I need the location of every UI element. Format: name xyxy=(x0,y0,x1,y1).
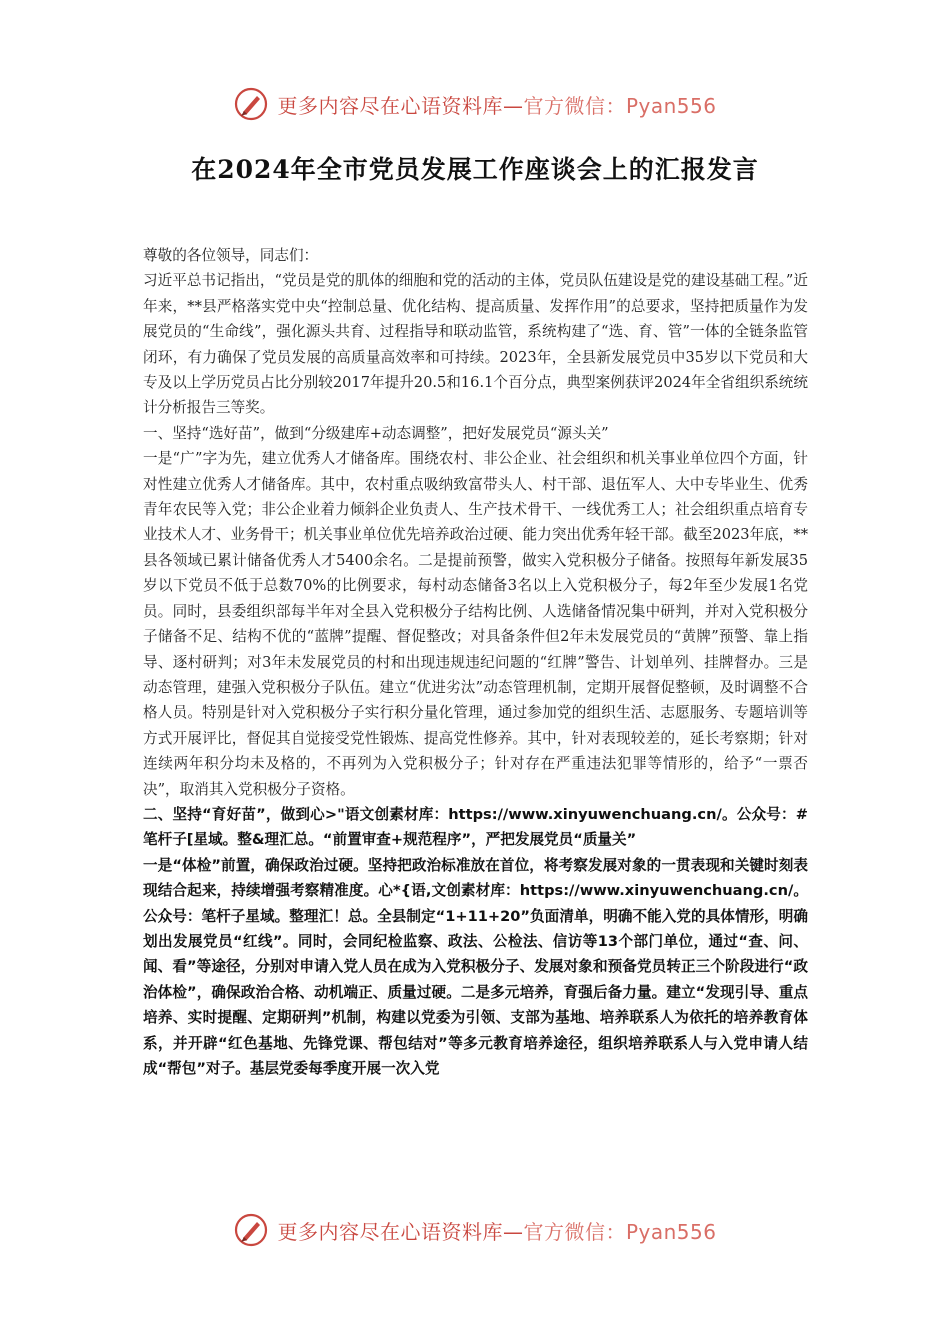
footer-banner-text: 更多内容尽在心语资料库 xyxy=(277,1219,503,1244)
footer-watermark-banner xyxy=(0,1208,950,1252)
pen-logo-icon xyxy=(233,86,269,122)
section-heading-2: 二、坚持“育好苗”，做到心>"语文创素材库：https://www.xinyuwenchuang.cn/。公众号：#笔杆子[星域。整&理汇总。“前置审查+规范程序”，严把发展党员“质量关” xyxy=(143,805,808,849)
intro-paragraph: 习近平总书记指出，“党员是党的肌体的细胞和党的活动的主体，党员队伍建设是党的建设基础工程。”近年来，**县严格落实党中央“控制总量、优化结构、提高质量、发挥作用”的总要求，坚持把质量作为发展党员的“生命线”，强化源头共育、过程指导和联动监管，系统构建了“选、育、管”一体的全链条监管闭环，有力确保了党员发展的高质量高效率和可持续。2023年，全县新发展党员中35岁以下党员和大专及以上学历党员占比分别较2017年提升20.5和16.1个百分点，典型案例获评2024年全省组织系统统计分析报告三等奖。 xyxy=(143,272,808,417)
pen-logo-icon xyxy=(233,1212,269,1248)
footer-banner-dash: — xyxy=(502,1219,524,1244)
section-heading-1: 一、坚持“选好苗”，做到“分级建库+动态调整”，把好发展党员“源头关” xyxy=(143,424,609,442)
document-body xyxy=(143,243,808,1081)
header-banner-wechat: 官方微信：Pyan556 xyxy=(523,93,717,118)
section-1-paragraph: 一是“广”字为先，建立优秀人才储备库。围绕农村、非公企业、社会组织和机关事业单位四个方面，针对性建立优秀人才储备库。其中，农村重点吸纳致富带头人、村干部、退伍军人、大中专毕业生、优秀青年农民等入党；非公企业着力倾斜企业负责人、生产技术骨干、一线优秀工人；社会组织重点培育专业技术人才、业务骨干；机关事业单位优先培养政治过硬、能力突出优秀年轻干部。截至2023年底，**县各领域已累计储备优秀人才5400余名。二是提前预警，做实入党积极分子储备。按照每年新发展35岁以下党员不低于总数70%的比例要求，每村动态储备3名以上入党积极分子，每2年至少发展1名党员。同时，县委组织部每半年对全县入党积极分子结构比例、人选储备情况集中研判，并对入党积极分子储备不足、结构不优的“蓝牌”提醒、督促整改；对具备条件但2年未发展党员的“黄牌”预警、靠上指导、逐村研判；对3年未发展党员的村和出现违规违纪问题的“红牌”警告、计划单列、挂牌督办。三是动态管理，建强入党积极分子队伍。建立“优进劣汰”动态管理机制，定期开展督促整顿，及时调整不合格人员。特别是针对入党积极分子实行积分量化管理，通过参加党的组织生活、志愿服务、专题培训等方式开展评比，督促其自觉接受党性锻炼、提高党性修养。其中，针对表现较差的，延长考察期；针对连续两年积分均未及格的，不再列为入党积极分子；针对存在严重违法犯罪等情形的，给予“一票否决”，取消其入党积极分子资格。 xyxy=(143,450,808,798)
footer-banner-wechat: 官方微信：Pyan556 xyxy=(523,1219,717,1244)
section-2-paragraph: 一是“体检”前置，确保政治过硬。坚持把政治标准放在首位，将考察发展对象的一贯表现和关键时刻表现结合起来，持续增强考察精准度。心*{语,文创素材库：https://www.xinyuwenchuang.cn/。公众号：笔杆子星域。整理汇！总。全县制定“1+11+20”负面清单，明确不能入党的具体情形，明确划出发展党员“红线”。同时，会同纪检监察、政法、公检法、信访等13个部门单位，通过“查、问、闻、看”等途径，分别对申请入党人员在成为入党积极分子、发展对象和预备党员转正三个阶段进行“政治体检”，确保政治合格、动机端正、质量过硬。二是多元培养，育强后备力量。建立“发现引导、重点培养、实时提醒、定期研判”机制，构建以党委为引领、支部为基地、培养联系人为依托的培养教育体系，并开辟“红色基地、先锋党课、帮包结对”等多元教育培养途径，组织培养联系人与入党申请人结成“帮包”对子。基层党委每季度开展一次入党 xyxy=(143,856,808,1077)
header-banner-dash: — xyxy=(502,93,524,118)
page-title: 在2024年全市党员发展工作座谈会上的汇报发言 xyxy=(191,155,759,184)
header-watermark-banner xyxy=(0,82,950,126)
header-banner-text: 更多内容尽在心语资料库 xyxy=(277,93,503,118)
salutation-paragraph: 尊敬的各位领导，同志们： xyxy=(143,247,319,264)
